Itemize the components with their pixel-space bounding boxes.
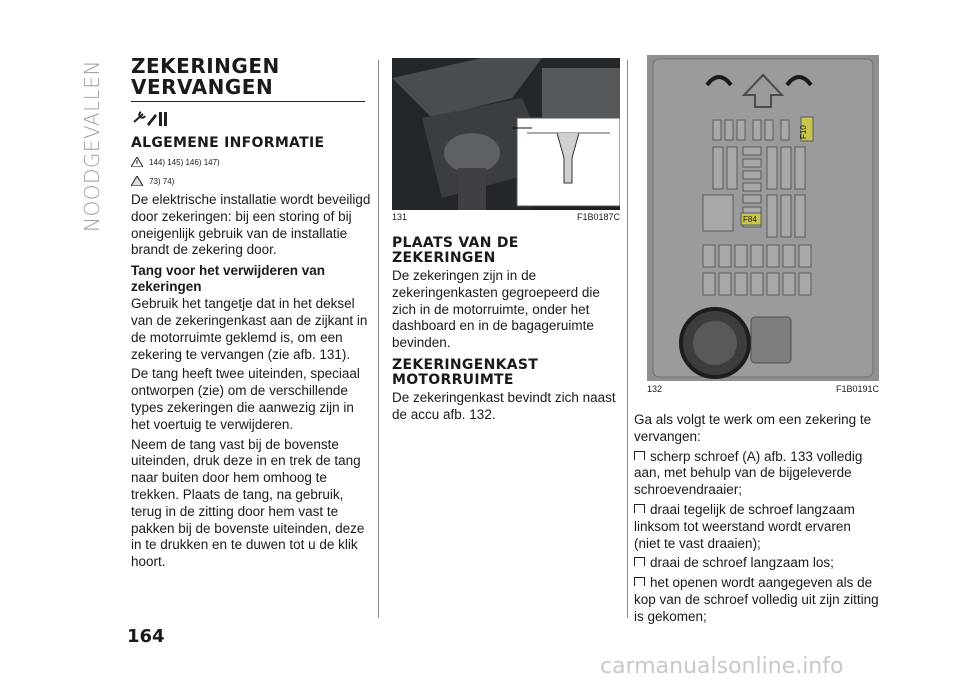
figure-131-code: F1B0187C <box>576 212 620 222</box>
column-2 <box>392 236 620 427</box>
bullet-icon <box>634 557 645 566</box>
figure-132-caption <box>647 384 879 394</box>
figure-131-engine-bay <box>392 58 620 210</box>
step-4 <box>634 575 880 625</box>
column-3 <box>634 412 880 629</box>
figure-131-number: 131 <box>392 212 408 222</box>
main-title-line1: ZEKERINGEN <box>131 54 280 78</box>
main-title-line2: VERVANGEN <box>131 75 274 99</box>
section-side-label: NOODGEVALLEN <box>80 60 104 232</box>
caution-refs: 73) 74) <box>149 177 175 186</box>
page-number: 164 <box>127 626 165 647</box>
figure-131-caption <box>392 212 620 222</box>
heading-fuse-location-2: ZEKERINGEN <box>392 250 496 266</box>
subhead-tongs: Tang voor het verwijderen van zekeringen <box>131 263 326 295</box>
paragraph-engine-fusebox: De zekeringenkast bevindt zich naast de accu afb. 132. <box>392 389 616 422</box>
paragraph-tongs-1: Gebruik het tangetje dat in het deksel van de zekeringenkast aan de zijkant in de motorruimte geklemd is, om een zekering te vervangen (zie afb. 131). <box>131 296 368 362</box>
step-1-text: scherp schroef (A) afb. 133 volledig aan, met behulp van de bijgeleverde schroevendraaier; <box>634 448 863 498</box>
warning-refs-row <box>131 155 371 170</box>
column-divider <box>378 60 379 618</box>
bullet-icon <box>634 504 645 513</box>
step-4-text: het openen wordt aangegeven als de kop van de schroef volledig uit zijn zitting is gekomen; <box>634 575 879 624</box>
column-1 <box>131 56 371 574</box>
figure-132-number: 132 <box>647 384 663 394</box>
caution-hand-icon <box>131 176 143 188</box>
step-3 <box>634 555 880 572</box>
paragraph-steps-intro: Ga als volgt te werk om een zekering te vervangen: <box>634 412 872 444</box>
fuse-label-f10: F10 <box>799 125 808 139</box>
paragraph-tongs-3: Neem de tang vast bij de bovenste uiteinden, druk deze in en trek de tang naar buiten door hem omhoog te trekken. Plaats de tang, na gebruik, terug in de zitting door hem vast te pakken bij de bovenste uiteinden, deze in te drukken en te duwen tot u de klik hoort. <box>131 436 365 570</box>
step-1 <box>634 449 880 499</box>
heading-engine-fusebox-2: MOTORRUIMTE <box>392 371 514 388</box>
column-divider <box>627 60 628 618</box>
step-3-text: draai de schroef langzaam los; <box>650 555 834 571</box>
caution-refs-row <box>131 174 371 189</box>
warning-triangle-icon <box>131 157 143 169</box>
figure-132-fusebox <box>647 55 879 381</box>
watermark: carmanualsonline.info <box>600 654 844 679</box>
tools-icon <box>131 108 371 132</box>
heading-engine-fusebox-1: ZEKERINGENKAST <box>392 356 539 373</box>
paragraph-tongs-2: De tang heeft twee uiteinden, speciaal ontworpen (zie) om de verschillende types zekeringen die aanwezig zijn in het voertuig te verwijderen. <box>131 366 360 432</box>
bullet-icon <box>634 451 645 460</box>
step-2-text: draai tegelijk de schroef langzaam linksom tot weerstand wordt ervaren (niet te vast draaien); <box>634 501 855 551</box>
fuse-label-f84: F84 <box>743 215 757 224</box>
warning-refs: 144) 145) 146) 147) <box>149 158 220 167</box>
bullet-icon <box>634 577 645 586</box>
heading-fuse-location-1: PLAATS VAN DE <box>392 235 519 251</box>
figure-132-code: F1B0191C <box>835 384 879 394</box>
subtitle-general-info: ALGEMENE INFORMATIE <box>131 135 325 151</box>
paragraph-intro: De elektrische installatie wordt beveiligd door zekeringen: bij een storing of bij oneigenlijk gebruik van de installatie brandt de zekering door. <box>131 192 371 258</box>
paragraph-fuse-location: De zekeringen zijn in de zekeringenkasten gegroepeerd die zich in de motorruimte, onder het dashboard en in de bagageruimte bevinden. <box>392 268 600 351</box>
title-rule <box>131 101 365 102</box>
step-2 <box>634 502 880 552</box>
